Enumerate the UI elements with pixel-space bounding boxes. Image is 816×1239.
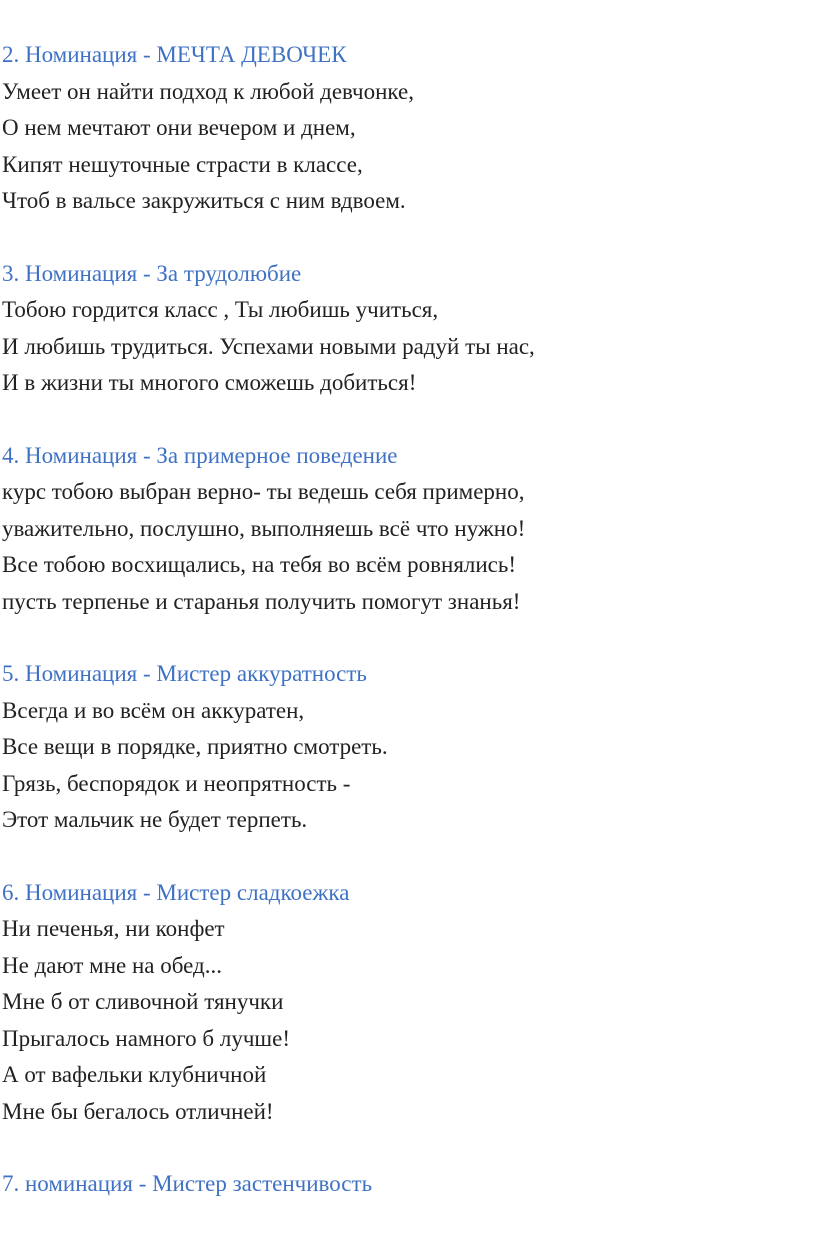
section-heading: 7. номинация - Мистер застенчивость — [2, 1171, 373, 1196]
poem-line: Ни печенья, ни конфет — [2, 916, 225, 941]
poem-line: пусть терпенье и старанья получить помогут знанья! — [2, 588, 521, 614]
poem-line: О нем мечтают они вечером и днем, — [2, 115, 356, 140]
nomination-section-4 — [2, 438, 802, 621]
poem-line: И любишь трудиться. Успехами новыми радуй ты нас, — [2, 333, 535, 359]
nomination-section-6 — [2, 875, 802, 1131]
poem-line: Умеет он найти подход к любой девчонке, — [2, 78, 414, 104]
nomination-section-5 — [2, 656, 802, 839]
poem-line: Все тобою восхищались, на тебя во всём ровнялись! — [2, 552, 517, 577]
section-heading: 5. Номинация - Мистер аккуратность — [2, 661, 367, 686]
poem-line: Этот мальчик не будет терпеть. — [2, 807, 308, 832]
nomination-section-3 — [2, 256, 802, 402]
poem-line: Всегда и во всём он аккуратен, — [2, 697, 305, 723]
section-heading: 2. Номинация - МЕЧТА ДЕВОЧЕК — [2, 42, 347, 67]
poem-line: Кипят нешуточные страсти в классе, — [2, 151, 363, 177]
poem-line: Чтоб в вальсе закружиться с ним вдвоем. — [2, 188, 406, 213]
section-heading: 3. Номинация - За трудолюбие — [2, 260, 302, 286]
document-page — [2, 37, 802, 1239]
poem-line: А от вафельки клубничной — [2, 1062, 267, 1087]
poem-line: Все вещи в порядке, приятно смотреть. — [2, 734, 388, 759]
poem-line: курс тобою выбран верно- ты ведешь себя примерно, — [2, 479, 525, 504]
poem-line: Не дают мне на обед... — [2, 952, 223, 978]
poem-line: Мне б от сливочной тянучки — [2, 989, 284, 1014]
poem-line: Прыгалось намного б лучше! — [2, 1025, 290, 1051]
poem-line: И в жизни ты многого сможешь добиться! — [2, 370, 417, 395]
nomination-section-2 — [2, 37, 802, 220]
poem-line: уважительно, послушно, выполняешь всё что нужно! — [2, 515, 526, 541]
section-heading: 6. Номинация - Мистер сладкоежка — [2, 879, 350, 905]
poem-line: Грязь, беспорядок и неопрятность - — [2, 770, 351, 796]
nomination-section-7 — [2, 1166, 802, 1203]
section-heading: 4. Номинация - За примерное поведение — [2, 442, 398, 468]
poem-line: Мне бы бегалось отличней! — [2, 1098, 274, 1124]
poem-line: Тобою гордится класс , Ты любишь учиться, — [2, 297, 439, 322]
